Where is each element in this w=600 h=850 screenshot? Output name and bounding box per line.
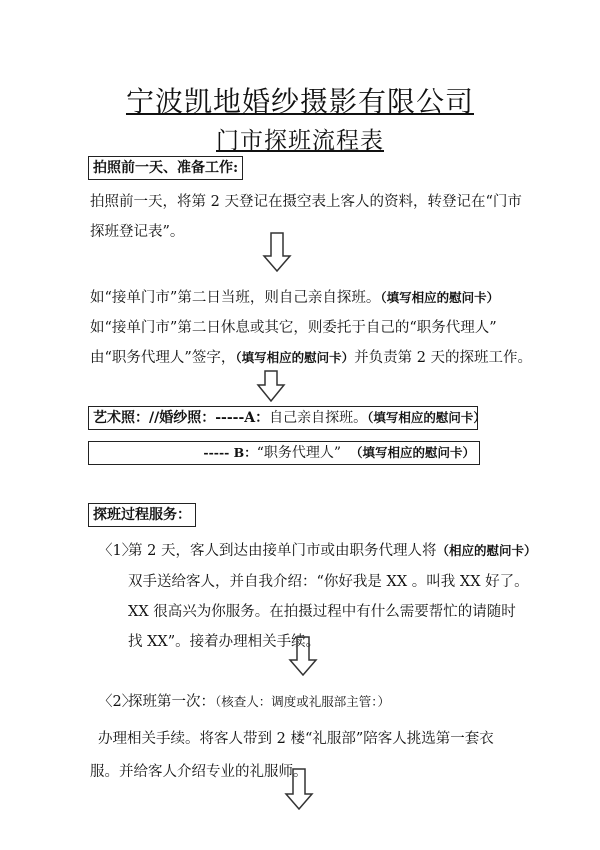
line-a — [90, 286, 499, 307]
item1-line1-text: 第 2 天，客人到达由接单门市或由职务代理人将 — [128, 543, 437, 559]
down-arrow-icon — [288, 636, 318, 676]
section1-para1-line2: 探班登记表”。 — [90, 224, 185, 240]
item2-line2: 服。并给客人介绍专业的礼服师。 — [90, 764, 308, 780]
art-photo-a-text: 自己亲自探班。 — [269, 410, 368, 426]
document-subtitle: 门市探班流程表 — [216, 128, 384, 154]
item2-title: 探班第一次： — [128, 694, 215, 710]
item2-note: （核查人：调度或礼服部主管：） — [215, 694, 391, 709]
line-c — [90, 346, 532, 367]
item1-num: 〈1〉 — [98, 543, 137, 559]
down-arrow-icon — [284, 768, 314, 810]
down-arrow-icon — [256, 370, 286, 402]
line-b: 如“接单门市”第二日休息或其它，则委托于自己的“职务代理人” — [90, 320, 497, 336]
art-photo-row-b — [88, 441, 480, 465]
line-a-text: 如“接单门市”第二日当班，则自己亲自探班。 — [90, 290, 381, 306]
item1-line3: XX 很高兴为你服务。在拍摄过程中有什么需要帮忙的请随时 — [128, 604, 516, 620]
art-photo-b-note: （填写相应的慰问卡） — [349, 445, 475, 460]
item1-line2: 双手送给客人，并自我介绍：“你好我是 XX 。叫我 XX 好了。 — [128, 574, 529, 590]
item2-title-line — [128, 690, 390, 711]
item2-line1: 办理相关手续。将客人带到 2 楼“礼服部”陪客人挑选第一套衣 — [98, 731, 494, 747]
item2-num: 〈2〉 — [98, 694, 137, 710]
line-c-post: 并负责第 2 天的探班工作。 — [354, 350, 533, 366]
item1-line4: 找 XX”。接着办理相关手续。 — [128, 634, 321, 650]
document-title: 宁波凯地婚纱摄影有限公司 — [125, 85, 474, 118]
section2-header: 探班过程服务： — [88, 503, 196, 527]
item1-line1-note: （相应的慰问卡） — [436, 543, 537, 558]
down-arrow-icon — [262, 232, 292, 272]
art-photo-b-label: ----- B： — [203, 445, 257, 460]
item1-line1 — [128, 539, 536, 560]
art-photo-row-a — [88, 406, 486, 430]
art-photo-a-note: （填写相应的慰问卡） — [367, 410, 486, 425]
section1-para1-line1: 拍照前一天，将第 2 天登记在摄空表上客人的资料，转登记在“门市 — [90, 194, 522, 210]
art-photo-label: 艺术照：//婚纱照：-----A： — [93, 410, 270, 426]
section1-header: 拍照前一天、准备工作: — [88, 156, 243, 180]
line-c-note: （填写相应的慰问卡） — [235, 350, 355, 365]
line-c-pre: 由“职务代理人”签字， — [90, 350, 236, 366]
art-photo-b-text: “职务代理人” — [256, 445, 342, 461]
line-a-note: （填写相应的慰问卡） — [380, 290, 500, 305]
